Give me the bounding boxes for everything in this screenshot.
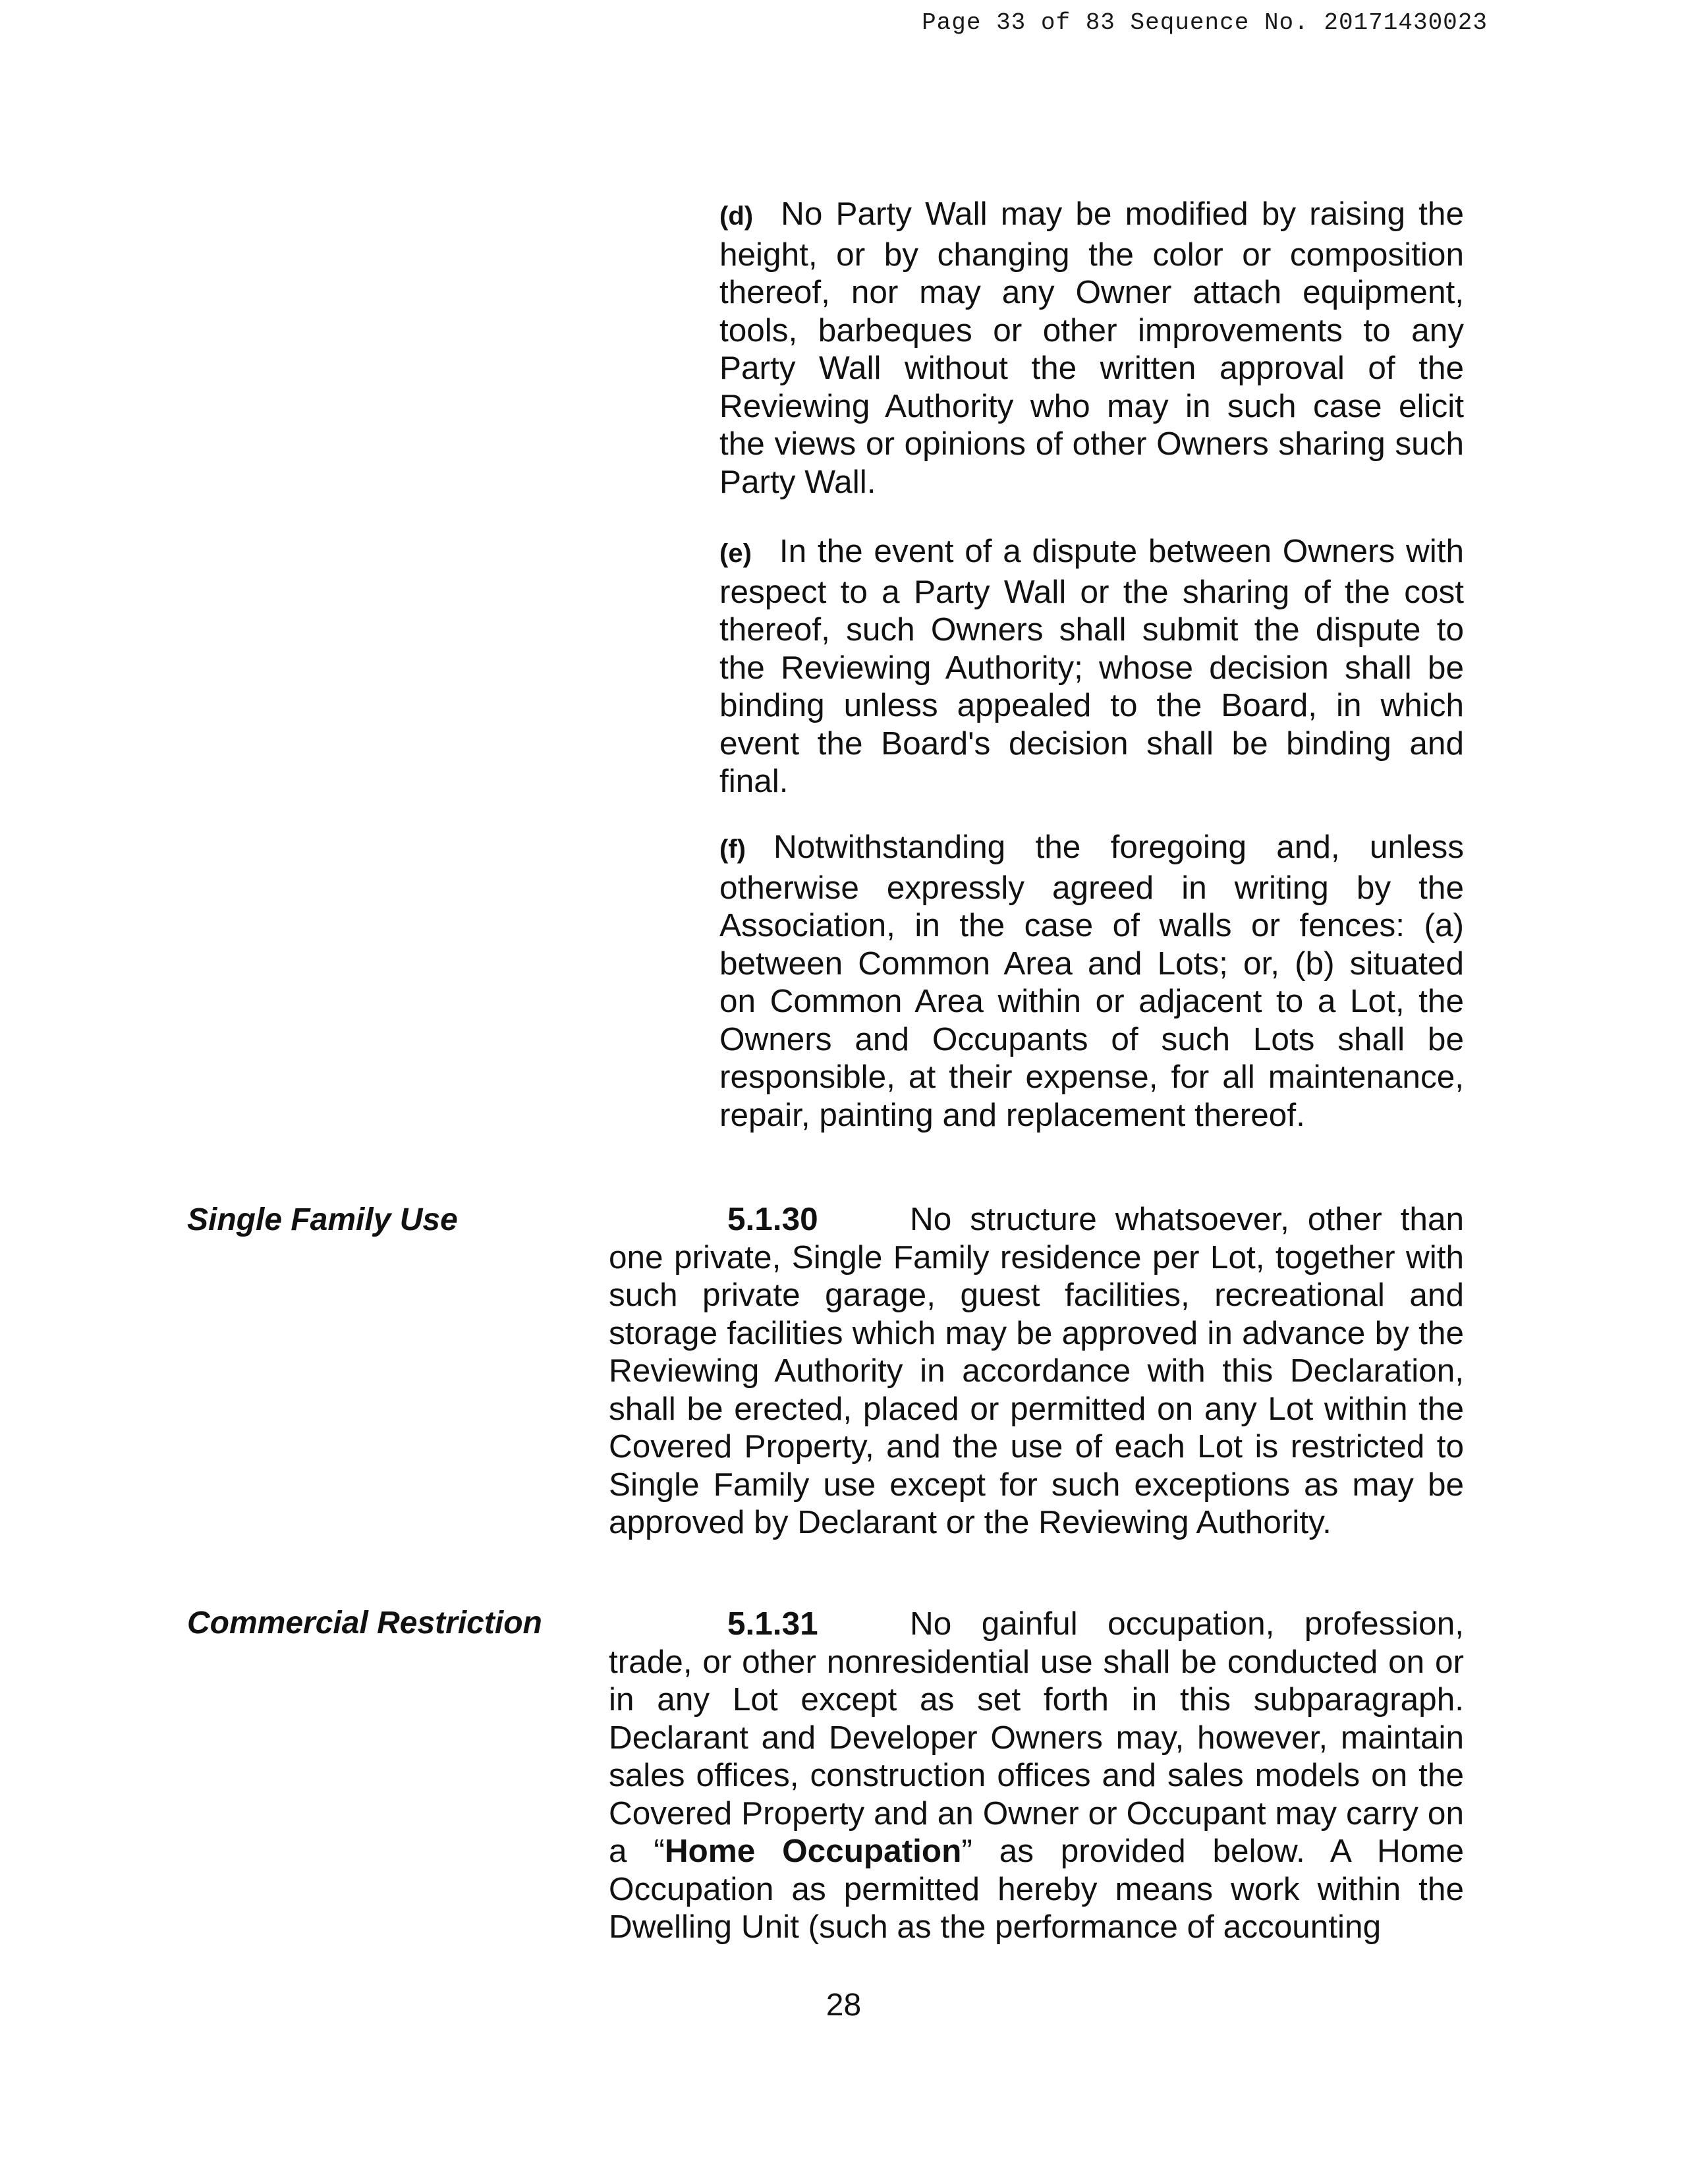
page-number-footer bbox=[0, 1987, 1682, 2023]
paragraph-f-label: (f) bbox=[719, 835, 746, 864]
page-header: Page 33 of 83 Sequence No. 20171430023 bbox=[922, 9, 1488, 36]
paragraph-d-text: No Party Wall may be modified by raising the height, or by changing the color or composition thereof, nor may any Owner attach equipment, tools, barbeques or other improvements to any Party Wall without the written approval of the Reviewing Authority who may in such case elicit the views or opinions of other Owners sharing such Party Wall. bbox=[719, 196, 1464, 500]
section-text: No structure whatsoever, other than one private, Single Family residence per Lot, together with such private garage, guest facilities, recreational and storage facilities which may be approved in advance by the Reviewing Authority in accordance with this Declaration, shall be erected, placed or permitted on any Lot within the Covered Property, and the use of each Lot is restricted to Single Family use except for such exceptions as may be approved by Declarant or the Reviewing Authority. bbox=[609, 1201, 1464, 1540]
paragraph-e-text: In the event of a dispute between Owners with respect to a Party Wall or the sharing of the cost thereof, such Owners shall submit the dispute to the Reviewing Authority; whose decision shall be binding unless appealed to the Board, in which event the Board's decision shall be binding and final. bbox=[719, 533, 1464, 799]
section-number: 5.1.31 bbox=[727, 1606, 818, 1642]
section-5-1-31 bbox=[609, 1605, 1464, 1946]
defined-term-home-occupation: Home Occupation bbox=[664, 1833, 962, 1869]
side-heading-single-family-use: Single Family Use bbox=[187, 1202, 458, 1237]
side-heading-commercial-restriction: Commercial Restriction bbox=[187, 1606, 542, 1640]
paragraph-f-text: Notwithstanding the foregoing and, unless otherwise expressly agreed in writing by the Association, in the case of walls or fences: (a) between Common Area and Lots; or, (b) situated on Common Area within or adjacent to a Lot, the Owners and Occupants of such Lots shall be responsible, at their expense, for all maintenance, repair, painting and replacement thereof. bbox=[719, 829, 1464, 1133]
page-number: 28 bbox=[826, 1988, 862, 2023]
paragraph-d-label: (d) bbox=[719, 202, 754, 231]
section-text-after: ” as provided below. A Home Occupation as permitted hereby means work within the Dwelling Unit (such as the performance of accounting bbox=[609, 1833, 1464, 1945]
section-text-before: No gainful occupation, profession, trade, or other nonresidential use shall be conducted on or in any Lot except as set forth in this subparagraph. Declarant and Developer Owners may, however, maintain sales offices, construction offices and sales models on the Covered Property and an Owner or Occupant may carry on a “ bbox=[609, 1606, 1464, 1869]
section-5-1-30 bbox=[609, 1200, 1464, 1542]
paragraph-f bbox=[719, 828, 1464, 1134]
paragraph-e-label: (e) bbox=[719, 539, 752, 568]
paragraph-d bbox=[719, 195, 1464, 501]
section-number: 5.1.30 bbox=[727, 1201, 818, 1237]
paragraph-e bbox=[719, 532, 1464, 800]
